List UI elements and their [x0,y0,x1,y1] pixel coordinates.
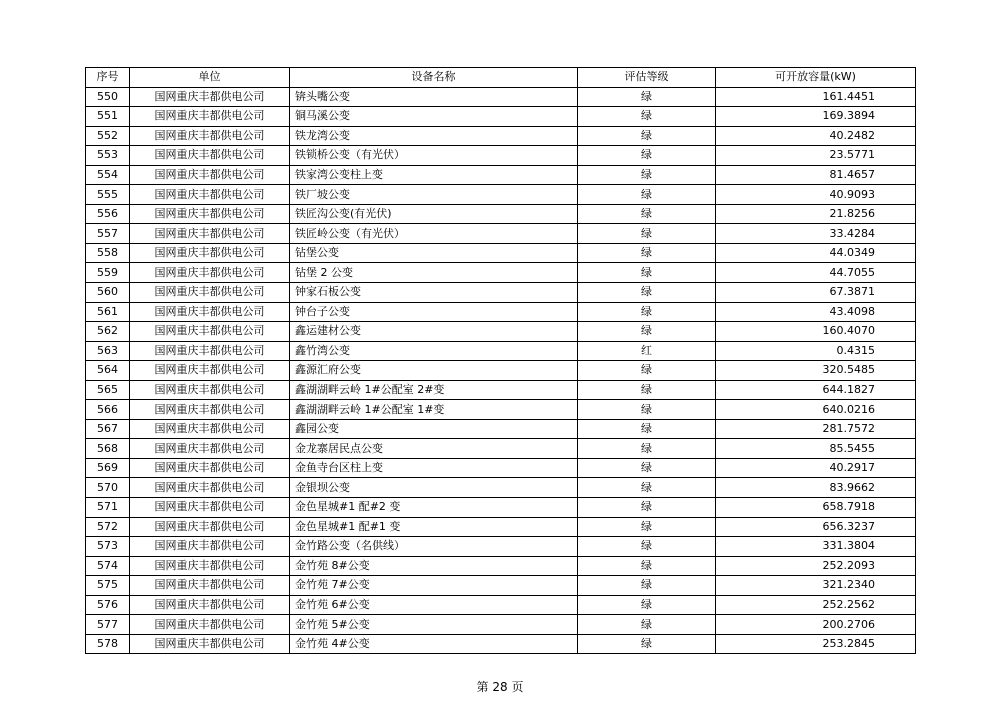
row-open-capacity: 67.3871 [716,283,916,303]
row-open-capacity: 40.2482 [716,126,916,146]
row-assessment-grade: 绿 [578,556,716,576]
row-unit: 国网重庆丰都供电公司 [130,400,290,420]
row-serial-number: 573 [86,537,130,557]
row-open-capacity: 331.3804 [716,537,916,557]
table-row [86,634,916,654]
row-open-capacity: 656.3237 [716,517,916,537]
row-serial-number: 569 [86,458,130,478]
row-unit: 国网重庆丰都供电公司 [130,283,290,303]
table-row [86,322,916,342]
row-serial-number: 566 [86,400,130,420]
row-assessment-grade: 绿 [578,615,716,635]
row-unit: 国网重庆丰都供电公司 [130,498,290,518]
row-unit: 国网重庆丰都供电公司 [130,595,290,615]
table-row [86,615,916,635]
row-open-capacity: 658.7918 [716,498,916,518]
row-device-name: 金竹苑 8#公变 [290,556,578,576]
table-row [86,498,916,518]
row-serial-number: 575 [86,576,130,596]
table-row [86,419,916,439]
row-assessment-grade: 绿 [578,126,716,146]
table-row [86,302,916,322]
table-row [86,380,916,400]
row-serial-number: 558 [86,243,130,263]
row-device-name: 铁家湾公变柱上变 [290,165,578,185]
row-device-name: 鑫湖湖畔云岭 1#公配室 1#变 [290,400,578,420]
row-open-capacity: 169.3894 [716,107,916,127]
row-device-name: 鑫运建材公变 [290,322,578,342]
row-unit: 国网重庆丰都供电公司 [130,341,290,361]
row-unit: 国网重庆丰都供电公司 [130,361,290,381]
row-serial-number: 554 [86,165,130,185]
row-open-capacity: 83.9662 [716,478,916,498]
row-serial-number: 555 [86,185,130,205]
row-unit: 国网重庆丰都供电公司 [130,302,290,322]
row-serial-number: 561 [86,302,130,322]
row-assessment-grade: 绿 [578,165,716,185]
row-unit: 国网重庆丰都供电公司 [130,146,290,166]
row-serial-number: 563 [86,341,130,361]
row-device-name: 铁匠岭公变（有光伏） [290,224,578,244]
row-assessment-grade: 绿 [578,400,716,420]
header-device-name: 设备名称 [290,68,578,88]
row-unit: 国网重庆丰都供电公司 [130,634,290,654]
row-serial-number: 576 [86,595,130,615]
row-unit: 国网重庆丰都供电公司 [130,419,290,439]
table-row [86,341,916,361]
table-row [86,126,916,146]
row-serial-number: 557 [86,224,130,244]
row-serial-number: 565 [86,380,130,400]
row-serial-number: 577 [86,615,130,635]
row-serial-number: 559 [86,263,130,283]
row-assessment-grade: 绿 [578,478,716,498]
table-row [86,204,916,224]
header-serial-number: 序号 [86,68,130,88]
row-open-capacity: 252.2562 [716,595,916,615]
header-unit: 单位 [130,68,290,88]
row-open-capacity: 0.4315 [716,341,916,361]
row-device-name: 金竹苑 5#公变 [290,615,578,635]
row-open-capacity: 321.2340 [716,576,916,596]
row-unit: 国网重庆丰都供电公司 [130,107,290,127]
table-row [86,439,916,459]
table-row [86,400,916,420]
row-unit: 国网重庆丰都供电公司 [130,615,290,635]
table-row [86,263,916,283]
row-open-capacity: 320.5485 [716,361,916,381]
row-device-name: 金鱼寺台区柱上变 [290,458,578,478]
row-open-capacity: 161.4451 [716,87,916,107]
row-serial-number: 571 [86,498,130,518]
row-device-name: 铁龙湾公变 [290,126,578,146]
row-open-capacity: 640.0216 [716,400,916,420]
capacity-table-container [85,67,915,654]
row-open-capacity: 33.4284 [716,224,916,244]
row-serial-number: 567 [86,419,130,439]
row-device-name: 金银坝公变 [290,478,578,498]
table-row [86,185,916,205]
row-unit: 国网重庆丰都供电公司 [130,537,290,557]
row-open-capacity: 252.2093 [716,556,916,576]
row-assessment-grade: 绿 [578,576,716,596]
row-assessment-grade: 绿 [578,87,716,107]
row-assessment-grade: 绿 [578,146,716,166]
row-open-capacity: 81.4657 [716,165,916,185]
row-assessment-grade: 绿 [578,634,716,654]
row-assessment-grade: 绿 [578,595,716,615]
row-serial-number: 572 [86,517,130,537]
table-row [86,478,916,498]
table-row [86,283,916,303]
row-open-capacity: 43.4098 [716,302,916,322]
table-body [86,87,916,654]
row-device-name: 钟家石板公变 [290,283,578,303]
row-device-name: 铁锁桥公变（有光伏） [290,146,578,166]
row-device-name: 鑫竹湾公变 [290,341,578,361]
row-device-name: 铜马溪公变 [290,107,578,127]
row-assessment-grade: 绿 [578,380,716,400]
capacity-table [85,67,916,654]
table-row [86,537,916,557]
row-open-capacity: 40.2917 [716,458,916,478]
row-device-name: 金色星城#1 配#1 变 [290,517,578,537]
row-unit: 国网重庆丰都供电公司 [130,204,290,224]
table-header-row [86,68,916,88]
row-device-name: 钻堡 2 公变 [290,263,578,283]
row-open-capacity: 23.5771 [716,146,916,166]
row-open-capacity: 21.8256 [716,204,916,224]
row-device-name: 鑫园公变 [290,419,578,439]
table-row [86,556,916,576]
header-open-capacity: 可开放容量(kW) [716,68,916,88]
row-device-name: 鑫湖湖畔云岭 1#公配室 2#变 [290,380,578,400]
row-assessment-grade: 绿 [578,302,716,322]
row-serial-number: 574 [86,556,130,576]
row-assessment-grade: 绿 [578,419,716,439]
row-device-name: 钻堡公变 [290,243,578,263]
row-serial-number: 570 [86,478,130,498]
row-serial-number: 562 [86,322,130,342]
table-row [86,165,916,185]
table-row [86,243,916,263]
row-serial-number: 564 [86,361,130,381]
row-serial-number: 552 [86,126,130,146]
row-assessment-grade: 绿 [578,263,716,283]
row-unit: 国网重庆丰都供电公司 [130,224,290,244]
row-unit: 国网重庆丰都供电公司 [130,380,290,400]
row-unit: 国网重庆丰都供电公司 [130,165,290,185]
row-unit: 国网重庆丰都供电公司 [130,439,290,459]
table-row [86,361,916,381]
table-row [86,224,916,244]
row-assessment-grade: 绿 [578,439,716,459]
table-row [86,595,916,615]
table-row [86,576,916,596]
row-open-capacity: 253.2845 [716,634,916,654]
row-serial-number: 553 [86,146,130,166]
row-serial-number: 560 [86,283,130,303]
row-unit: 国网重庆丰都供电公司 [130,576,290,596]
row-unit: 国网重庆丰都供电公司 [130,478,290,498]
row-unit: 国网重庆丰都供电公司 [130,243,290,263]
table-row [86,87,916,107]
row-unit: 国网重庆丰都供电公司 [130,263,290,283]
row-device-name: 铁厂坡公变 [290,185,578,205]
row-unit: 国网重庆丰都供电公司 [130,556,290,576]
row-device-name: 金色星城#1 配#2 变 [290,498,578,518]
row-open-capacity: 644.1827 [716,380,916,400]
row-open-capacity: 44.0349 [716,243,916,263]
page-number: 第 28 页 [476,680,524,694]
row-device-name: 锛头嘴公变 [290,87,578,107]
row-open-capacity: 160.4070 [716,322,916,342]
row-unit: 国网重庆丰都供电公司 [130,126,290,146]
header-assessment-grade: 评估等级 [578,68,716,88]
row-device-name: 金竹路公变（名供线） [290,537,578,557]
row-open-capacity: 200.2706 [716,615,916,635]
row-unit: 国网重庆丰都供电公司 [130,185,290,205]
row-assessment-grade: 绿 [578,537,716,557]
table-row [86,146,916,166]
row-open-capacity: 281.7572 [716,419,916,439]
row-assessment-grade: 绿 [578,498,716,518]
row-assessment-grade: 绿 [578,283,716,303]
row-serial-number: 578 [86,634,130,654]
row-device-name: 金龙寨居民点公变 [290,439,578,459]
row-device-name: 鑫源汇府公变 [290,361,578,381]
row-assessment-grade: 绿 [578,224,716,244]
row-device-name: 金竹苑 7#公变 [290,576,578,596]
table-row [86,107,916,127]
row-open-capacity: 44.7055 [716,263,916,283]
row-assessment-grade: 绿 [578,243,716,263]
row-assessment-grade: 绿 [578,458,716,478]
row-unit: 国网重庆丰都供电公司 [130,517,290,537]
row-assessment-grade: 绿 [578,517,716,537]
row-serial-number: 550 [86,87,130,107]
table-row [86,458,916,478]
row-assessment-grade: 绿 [578,322,716,342]
row-assessment-grade: 红 [578,341,716,361]
row-open-capacity: 85.5455 [716,439,916,459]
row-assessment-grade: 绿 [578,204,716,224]
row-assessment-grade: 绿 [578,185,716,205]
row-unit: 国网重庆丰都供电公司 [130,87,290,107]
row-assessment-grade: 绿 [578,361,716,381]
row-device-name: 铁匠沟公变(有光伏) [290,204,578,224]
row-device-name: 金竹苑 4#公变 [290,634,578,654]
row-open-capacity: 40.9093 [716,185,916,205]
row-serial-number: 556 [86,204,130,224]
table-row [86,517,916,537]
row-serial-number: 568 [86,439,130,459]
row-device-name: 钟台子公变 [290,302,578,322]
row-unit: 国网重庆丰都供电公司 [130,322,290,342]
row-device-name: 金竹苑 6#公变 [290,595,578,615]
row-unit: 国网重庆丰都供电公司 [130,458,290,478]
row-serial-number: 551 [86,107,130,127]
row-assessment-grade: 绿 [578,107,716,127]
